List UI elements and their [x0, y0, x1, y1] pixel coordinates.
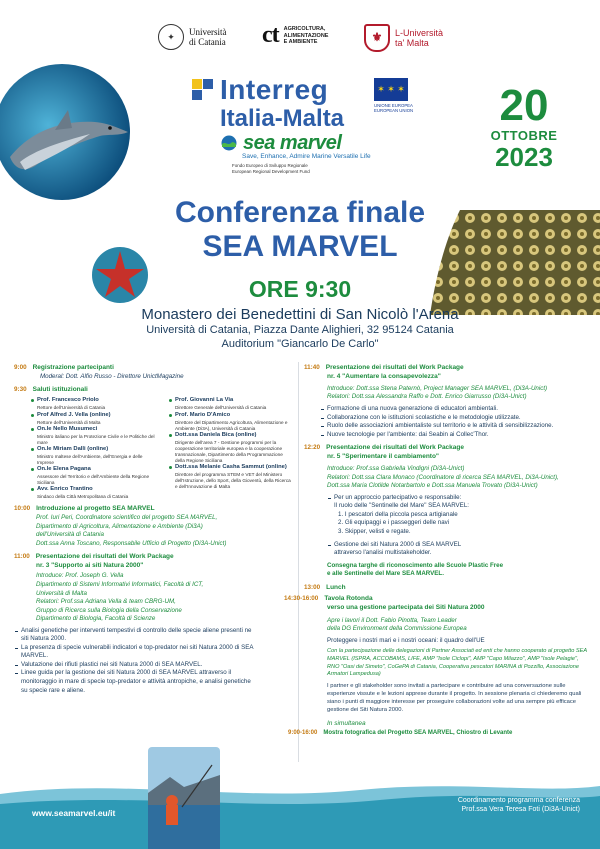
- list-item: [327, 494, 592, 537]
- topic-line: Il ruolo delle "Sentinelle del Mare" SEA MARVEL:: [334, 502, 469, 510]
- fund-line1: Fondo Europeo di Sviluppo Regionale: [232, 163, 308, 169]
- coord-line2: Prof.ssa Vera Teresa Foti (Di3A-Unict): [461, 806, 580, 814]
- fishing-photo: [148, 747, 220, 849]
- guest-role: Assessore del Territorio e dell'Ambiente della Regione Siciliana: [37, 474, 150, 486]
- eu-line1: UNIONE EUROPEA: [374, 103, 413, 108]
- venue-address: Università di Catania, Piazza Dante Alighieri, 32 95124 Catania: [146, 324, 454, 336]
- list-item: [168, 412, 294, 432]
- slot-subtitle: nr. 3 "Supporto ai siti Natura 2000": [36, 561, 144, 569]
- title-line1: Conferenza finale: [174, 196, 426, 229]
- list-item: [30, 397, 158, 411]
- project-name: sea marvel: [243, 132, 342, 155]
- guest-column-a: [30, 397, 158, 500]
- umalta-line2: ta' Malta: [395, 38, 429, 48]
- topic-line: 1. I pescatori della piccola pesca artigianale: [338, 510, 458, 518]
- speaker-line: Introduce: Prof.ssa Gabriella Vindigni (Di3A-Unict): [327, 465, 465, 473]
- award-line: e alle Sentinelle del Mare SEA MARVEL.: [327, 570, 444, 578]
- program-right-column: [284, 364, 592, 737]
- program-left-column: [14, 364, 294, 695]
- guest-name: On.le Miriam Dalli (online): [37, 445, 109, 452]
- list-item: Valutazione dei rifiuti plastici nei siti Natura 2000 di SEA MARVEL.: [14, 661, 254, 670]
- slot-subtitle: nr. 4 "Aumentare la consapevolezza": [327, 372, 441, 380]
- coordination-credit: [390, 796, 590, 815]
- slot-time: 11:00: [14, 552, 30, 560]
- speaker-line: Dott.ssa Anna Toscano, Responsabile Ufficio di Progetto (Di3A-Unict): [36, 539, 227, 547]
- unict-line1: Università: [189, 26, 227, 37]
- guest-role: Direttore del programma STEM e VET del Ministero dell'Istruzione, dello Sport, della Gioventù, della Ricerca e dell'Innovazione di Malta: [174, 472, 291, 490]
- list-item: [168, 397, 294, 411]
- speaker-line: Dipartimento di Agricoltura, Alimentazione e Ambiente (Di3A): [36, 522, 203, 530]
- list-item: Collaborazione con le istituzioni scolastiche e le metodologie utilizzate.: [320, 414, 592, 423]
- speaker-line: Apre i lavori il Dott. Fabio Pinotta, Team Leader: [327, 616, 457, 624]
- list-item: [168, 432, 294, 464]
- roundtable-participants: Con la partecipazione delle delegazioni di Partner Associati ed enti che hanno cooperato al progetto SEA MARVEL (ISPRA, ACCOBAMS, LIFE, AMP "Isole Ciclopi", AMP "Capo Milazzo", AMP "Isole Pelagie", RNO "Oasi del Simeto", CoGePA di Catania, Cooperativa pescatori MARINA di Pozzillo, Associazione Armatori Lampedusa): [327, 648, 587, 678]
- date-day: 20: [499, 81, 549, 130]
- guest-name: On.le Elena Pagana: [37, 466, 91, 473]
- guest-role: Direttore Generale dell'Università di Catania: [174, 405, 267, 411]
- event-date: [456, 68, 592, 196]
- column-divider: [298, 362, 299, 762]
- venue-hall: Auditorium "Giancarlo De Carlo": [221, 338, 379, 351]
- slot-title: Saluti istituzionali: [32, 385, 88, 393]
- ct-line3: E AMBIENTE: [283, 38, 318, 45]
- slot-time: 10:00: [14, 505, 31, 513]
- simultaneous-head: In simultanea: [327, 720, 366, 728]
- topic-line: Per un approccio partecipativo e responsabile:: [334, 493, 462, 501]
- eu-flag-icon: ✶ ✶ ✶: [374, 78, 408, 101]
- slot-subtitle: verso una gestione partecipata dei Siti Natura 2000: [327, 603, 485, 611]
- slot-title: Introduzione al progetto SEA MARVEL: [36, 505, 155, 513]
- topic-line: 2. Gli equipaggi e i passeggeri delle navi: [338, 519, 450, 527]
- guest-name: Dott.ssa Melanie Casha Sammut (online): [174, 464, 287, 471]
- umalta-logo: [364, 24, 443, 52]
- date-year: 2023: [495, 142, 553, 172]
- speaker-line: Relatori: Dott.ssa Clara Monaco (Coordinatore di ricerca SEA MARVEL, Di3A-Unict),: [327, 473, 559, 481]
- guest-column-b: [168, 397, 294, 500]
- speaker-line: Prof. Iuri Peri, Coordinatore scientifico del progetto SEA MARVEL,: [36, 514, 218, 522]
- dolphin-photo: [0, 62, 140, 202]
- wp4-topics: [304, 405, 592, 439]
- slot-time: 14:30-16:00: [284, 594, 319, 602]
- interreg-name: Interreg: [220, 74, 329, 105]
- list-item: [327, 541, 592, 558]
- interreg-squares-icon: [192, 79, 214, 101]
- slot-title: Presentazione dei risultati del Work Package: [325, 364, 464, 371]
- moderator: Moderal: Dott. Alfio Russo - Direttore UnictMagazine: [40, 372, 184, 380]
- wp5-topics: [304, 494, 592, 558]
- guest-list: [14, 397, 294, 500]
- roundtable-description: I partner e gli stakeholder sono invitati a partecipare e contribuire ad una conversazione sulle esperienze vissute e le lezioni apprese durante il progetto. In sessione plenaria ci chiederemo quali siano i punti di maggiore interesse per proseguire collaborazioni volte ad una sempre più efficace gestione dei Siti Natura 2000.: [327, 683, 582, 714]
- event-time: ORE 9:30: [248, 276, 352, 302]
- fund-line2: European Regional Development Fund: [232, 169, 310, 175]
- speaker-line: Dipartimento di Biologia, Facoltà di Scienze: [36, 615, 156, 623]
- speaker-line: Introduce: Prof. Joseph G. Vella: [36, 572, 124, 580]
- umalta-line1: L-Università: [395, 27, 444, 38]
- slot-title: Registrazione partecipanti: [32, 364, 114, 371]
- slot-time: 12:20: [304, 444, 321, 452]
- guest-role: Direttore del Dipartimento Agricoltura, Alimentazione e Ambiente (Di3A), Università di Catania: [174, 419, 288, 431]
- list-item: Analisi genetiche per interventi tempestivi di controllo delle specie aliene presenti ne siti Natura 2000.: [14, 627, 254, 644]
- ct-line1: AGRICOLTURA,: [283, 26, 326, 33]
- exhibition-title: Mostra fotografica del Progetto SEA MARVEL, Chiostro di Levante: [323, 730, 513, 737]
- list-item: Nuove tecnologie per l'ambiente: dai Seabin ai Collec'Thor.: [320, 431, 592, 440]
- partner-logos: [0, 18, 600, 58]
- topic-line: attraverso l'analisi multistakeholder.: [334, 549, 432, 557]
- speaker-line: Dipartimento di Sistemi Informativi Informatici, Facoltà di ICT,: [36, 581, 204, 589]
- speaker-line: Università di Malta: [36, 589, 87, 597]
- project-tagline: Save, Enhance, Admire Marine Versatile Life: [242, 153, 371, 161]
- roundtable-topic: Proteggere i nostri mari e i nostri oceani: il quadro dell'UE: [327, 636, 485, 644]
- topic-line: Gestione dei siti Natura 2000 di SEA MARVEL: [334, 540, 462, 548]
- eu-line2: EUROPEAN UNION: [374, 108, 414, 114]
- di3a-logo: [262, 22, 328, 50]
- venue-name: Monastero dei Benedettini di San Nicolò l'Arena: [141, 306, 459, 323]
- list-item: [30, 412, 158, 426]
- page-title: [0, 196, 600, 264]
- guest-name: Prof. Mario D'Amico: [174, 411, 231, 418]
- coord-line1: Coordinamento programma conferenza: [457, 797, 580, 804]
- guest-role: Sindaco della Città Metropolitana di Catania: [37, 494, 129, 500]
- guest-name: Prof Alfred J. Vella (online): [37, 411, 111, 418]
- speaker-line: Relatori: Dott.ssa Alessandra Raffo e Dott. Enrico Giarrusso (Di3A-Unict): [327, 393, 527, 401]
- guest-role: Rettore dell'Università di Catania: [37, 405, 106, 411]
- list-item: La presenza di specie vulnerabili indicatori e top-predator nei siti Natura 2000 di SEA MARVEL.: [14, 644, 254, 661]
- speaker-line: Gruppo di Ricerca sulla Biologia della Conservazione: [36, 606, 182, 614]
- slot-time: 11:40: [304, 364, 320, 371]
- ct-mark: ct: [262, 22, 279, 48]
- unict-line2: di Catania: [189, 37, 226, 47]
- guest-name: On.le Nello Musumeci: [37, 425, 98, 432]
- list-item: [30, 466, 158, 486]
- unict-logo: [158, 24, 227, 50]
- guest-role: Ministro maltese dell'Ambiente, dell'Energia e delle Imprese: [37, 453, 143, 465]
- speaker-line: della DG Environment della Commissione Europea: [327, 625, 467, 633]
- umalta-shield-icon: ⚜: [364, 24, 390, 52]
- guest-role: Dirigente dell'area 7 - Gestione programmi per la cooperazione territoriale europea e la cooperazione transnazionale, Dipartimento della Programmazione della Regione Siciliana: [174, 439, 283, 464]
- unict-seal-icon: ✦: [158, 24, 184, 50]
- date-month: OTTOBRE: [490, 128, 558, 143]
- list-item: Ruolo delle associazioni ambientaliste sul territorio e le attività di sensibilizzazione.: [320, 422, 592, 431]
- guest-name: Prof. Giovanni La Via: [174, 397, 234, 404]
- slot-title: Lunch: [326, 583, 346, 591]
- topic-line: 3. Skipper, velisti e regate.: [338, 527, 411, 535]
- list-item: [30, 486, 158, 500]
- guest-name: Avv. Enrico Trantino: [37, 486, 93, 493]
- website-link[interactable]: www.seamarvel.eu/it: [32, 808, 116, 818]
- interreg-region: Italia-Malta: [220, 105, 345, 132]
- list-item: Formazione di una nuova generazione di educatori ambientali.: [320, 405, 592, 414]
- slot-title: Presentazione dei risultati del Work Package: [326, 444, 464, 452]
- ct-line2: ALIMENTAZIONE: [283, 32, 329, 39]
- list-item: Linee guida per la gestione dei siti Natura 2000 di SEA MARVEL attraverso il monitoraggio in mare di specie top-predator e attività antropiche, e analisi genetiche su specie rare e aliene.: [14, 669, 254, 695]
- slot-time: 9:30: [14, 385, 27, 393]
- guest-name: Prof. Francesco Priolo: [37, 397, 99, 404]
- list-item: [30, 446, 158, 466]
- slot-title: Tavola Rotonda: [324, 594, 373, 602]
- eu-logo: [374, 78, 434, 113]
- speaker-line: dell'Università di Catania: [36, 531, 104, 539]
- slot-time: 13:00: [304, 583, 321, 591]
- slot-subtitle: nr. 5 "Sperimentare il cambiamento": [327, 453, 440, 461]
- guest-role: Ministro italiano per la Protezione Civile e le Politiche del mare: [37, 433, 155, 445]
- guest-name: Dott.ssa Daniela Bica (online): [174, 431, 257, 438]
- wp3-topics: [14, 627, 254, 695]
- speaker-line: Dott.ssa Maria Clotilde Notarbartolo e Dott.ssa Manuela Trovato (Di3A-Unict): [327, 482, 538, 490]
- list-item: [30, 426, 158, 446]
- award-line: Consegna targhe di riconoscimento alle Scuole Plastic Free: [327, 561, 504, 569]
- speaker-line: Introduce: Dott.ssa Stena Paternò, Project Manager SEA MARVEL, (Di3A-Unict): [327, 384, 548, 392]
- slot-time: 9:00: [14, 364, 27, 371]
- title-line2: SEA MARVEL: [202, 230, 398, 264]
- guest-role: Rettore dell'Università di Malta: [37, 419, 101, 425]
- slot-time: 9:00-16:00: [288, 730, 318, 737]
- list-item: [168, 464, 294, 490]
- venue: [0, 306, 600, 352]
- slot-title: Presentazione dei risultati del Work Package: [35, 552, 174, 560]
- speaker-line: Relatori: Prof.ssa Adriana Vella & team CBRG-UM,: [36, 598, 176, 606]
- sea-marvel-wave-icon: [220, 135, 238, 151]
